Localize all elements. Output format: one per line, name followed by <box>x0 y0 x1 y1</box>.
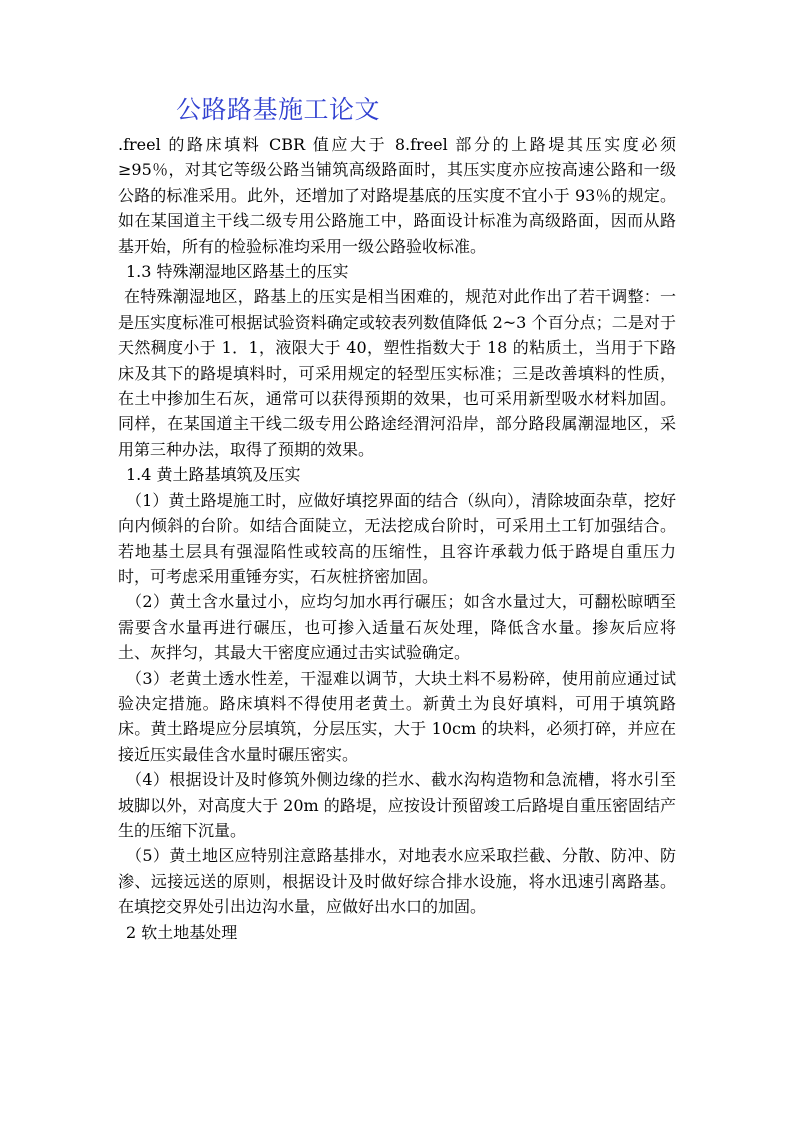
section-heading-1-3: 1.3 特殊潮湿地区路基土的压实 <box>126 262 349 282</box>
body-paragraph: 在特殊潮湿地区，路基上的压实是相当困难的，规范对此作出了若干调整：一是压实度标准可根据试验资料确定或较表列数值降低 2~3 个百分点；二是对于天然稠度小于 1．1，液限大于 40，塑性指数大于 18 的粘质土，当用于下路床及其下的路堤填料时，可采用规定的轻型压实标准；三是改善填料的性质，在土中掺加生石灰，通常可以获得预期的效果，也可采用新型吸水材料加固。同样，在某国道主干线二级专用公路途经渭河沿岸，部分路段属潮湿地区，采用第三种办法，取得了预期的效果。 <box>118 287 676 459</box>
list-item-2: （2）黄土含水量过小，应均匀加水再行碾压；如含水量过大，可翻松晾晒至需要含水量再进行碾压，也可掺入适量石灰处理，降低含水量。掺灰后应将土、灰拌匀，其最大干密度应通过击实试验确定。 <box>118 592 676 663</box>
section-heading-2: 2 软土地基处理 <box>126 922 238 942</box>
body-paragraph: .freel 的路床填料 CBR 值应大于 8.freel 部分的上路堤其压实度必须≥95％，对其它等级公路当铺筑高级路面时，其压实度亦应按高速公路和一级公路的标准采用。此外，还增加了对路堤基底的压实度不宜小于 93％的规定。如在某国道主干线二级专用公路施工中，路面设计标准为高级路面，因而从路基开始，所有的检验标准均采用一级公路验收标准。 <box>118 135 676 256</box>
document-title: 公路路基施工论文 <box>176 95 381 124</box>
list-item-1: （1）黄土路堤施工时，应做好填挖界面的结合（纵向），清除坡面杂草，挖好向内倾斜的台阶。如结合面陡立，无法挖成台阶时，可采用土工钉加强结合。若地基土层具有强湿陷性或较高的压缩性，且容许承载力低于路堤自重压力时，可考虑采用重锤夯实，石灰桩挤密加固。 <box>118 490 676 586</box>
list-item-3: （3）老黄土透水性差，干湿难以调节，大块土料不易粉碎，使用前应通过试验决定措施。路床填料不得使用老黄土。新黄土为良好填料，可用于填筑路床。黄土路堤应分层填筑，分层压实，大于 10cm 的块料，必须打碎，并应在接近压实最佳含水量时碾压密实。 <box>118 668 676 764</box>
document-body <box>118 132 676 945</box>
list-item-5: （5）黄土地区应特别注意路基排水，对地表水应采取拦截、分散、防冲、防渗、远接远送的原则，根据设计及时做好综合排水设施，将水迅速引离路基。在填挖交界处引出边沟水量，应做好出水口的加固。 <box>118 846 676 917</box>
section-heading-1-4: 1.4 黄土路基填筑及压实 <box>126 465 301 485</box>
list-item-4: （4）根据设计及时修筑外侧边缘的拦水、截水沟构造物和急流槽，将水引至坡脚以外，对高度大于 20m 的路堤，应按设计预留竣工后路堤自重压密固结产生的压缩下沉量。 <box>118 770 676 840</box>
